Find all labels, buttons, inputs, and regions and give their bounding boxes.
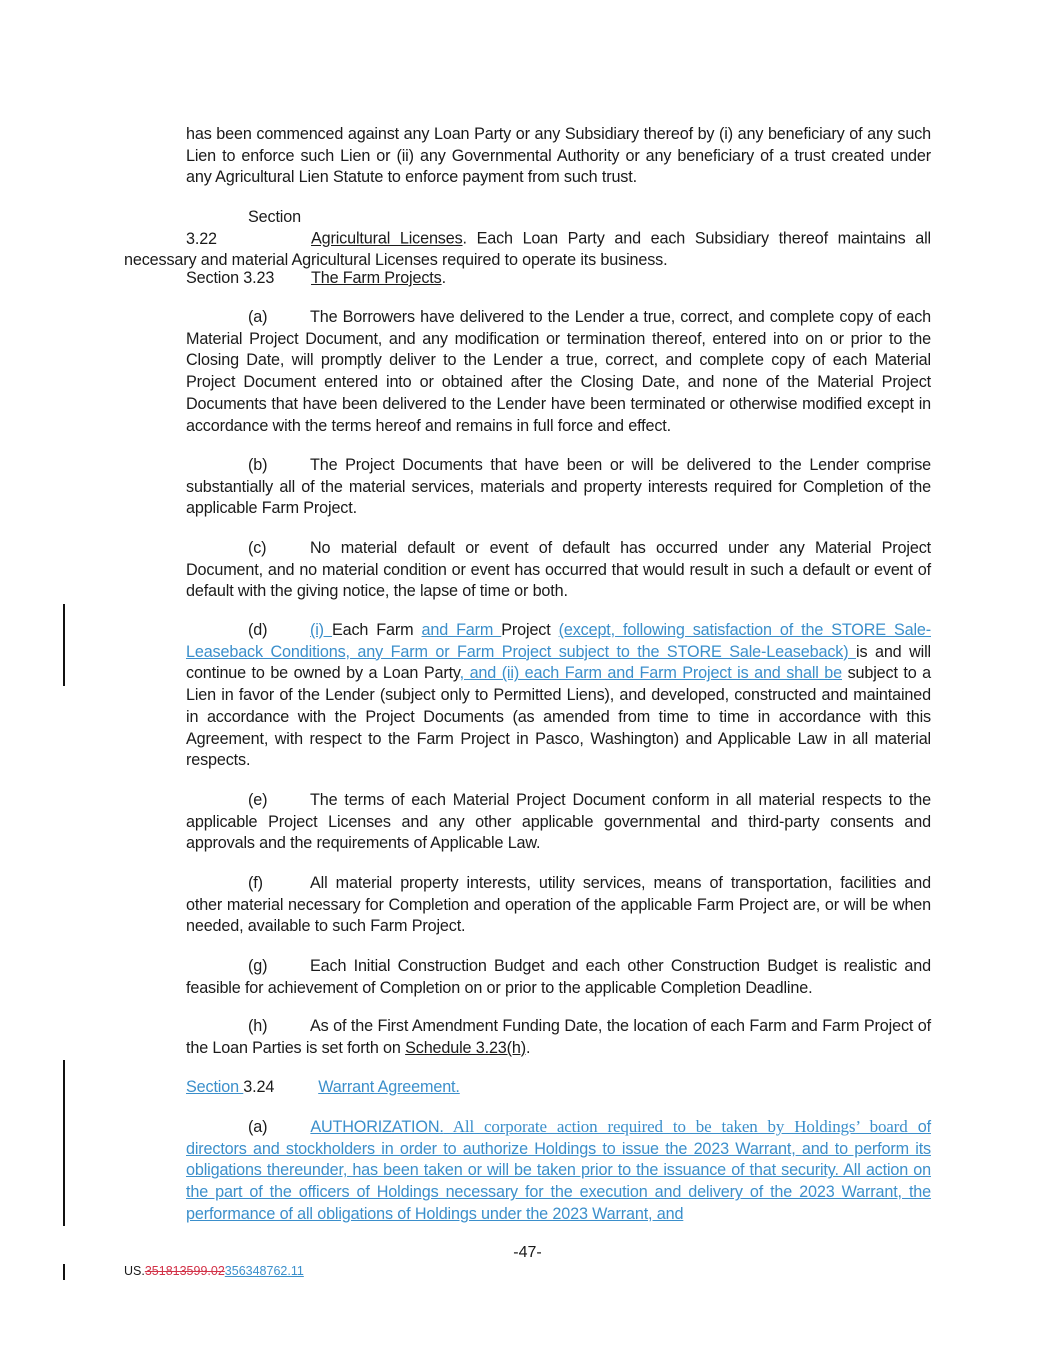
- clause-a: [186, 307, 931, 437]
- section-3-22: [124, 207, 931, 272]
- inserted-text: (except, following satisfaction of the STORE Sale-Leaseback Conditions, any Farm or Farm Project subject to the STORE Sale-Leaseback): [186, 621, 931, 661]
- clause-text: All material property interests, utility services, means of transportation, facilities and other material necessary for Completion and operation of the applicable Farm Project are, or will be when needed, available to such Farm Project.: [186, 874, 931, 936]
- paragraph-text: has been commenced against any Loan Party or any Subsidiary thereof by (i) any beneficiary of any such Lien to enforce such Lien or (ii) any Governmental Authority or any beneficiary of a trust created under any Agricultural Lien Statute to enforce payment from such trust.: [186, 125, 931, 187]
- inserted-text: All corporate action required to be taken by Holdings’ board: [443, 1117, 908, 1136]
- document-id: [124, 1264, 304, 1278]
- clause-text: As of the First Amendment Funding Date, the location of each Farm and Farm Project of the Loan Parties is set forth on: [186, 1017, 931, 1057]
- inserted-text: and Farm: [421, 621, 502, 639]
- title-suffix: .: [441, 269, 446, 287]
- inserted-text: Section: [186, 1078, 244, 1096]
- clause-label: (c): [248, 539, 267, 557]
- clause-label: (h): [248, 1017, 268, 1035]
- clause-text: Each Farm: [331, 621, 422, 639]
- clause-text: Project: [501, 621, 559, 639]
- change-bar: [63, 604, 65, 686]
- section-3-23-heading: [186, 268, 931, 290]
- clause-text: is and will continue to be owned by a Loan Party: [186, 642, 931, 683]
- clause-text: The Borrowers have delivered to the Lender a true, correct, and complete copy of each Material Project Document, and any modification or termination thereof, entered into on or prior to the Closing Date, will promptly deliver to the Lender a true, correct, and complete copy of each Material Project Document entered into or obtained after the Closing Date, and none of the Material Project Documents that have been delivered to the Lender have been terminated or otherwise modified except in accordance with the terms hereof and remains in full force and effect.: [186, 308, 931, 435]
- doc-id-prefix: US.: [124, 1264, 145, 1278]
- clause-g: [186, 956, 931, 999]
- clause-label: (e): [248, 791, 268, 809]
- section-number: 3.24: [243, 1078, 275, 1096]
- clause-h: [186, 1016, 931, 1059]
- clause-label: (d): [248, 621, 268, 639]
- clause-label: (g): [248, 957, 268, 975]
- clause-label: (b): [248, 456, 268, 474]
- inserted-text: , and (ii) each Farm and Farm Project is and shall be: [459, 664, 843, 683]
- clause-heading: AUTHORIZATION.: [310, 1118, 444, 1136]
- clause-text: No material default or event of default has occurred under any Material Project Document, and no material condition or event has occurred that would result in such a default or event of default with the giving notice, the lapse of time or both.: [186, 539, 931, 601]
- clause-c: [186, 538, 931, 603]
- clause-e: [186, 790, 931, 855]
- paragraph-continuation: [186, 124, 931, 189]
- clause-d: [186, 620, 931, 772]
- clause-text: The Project Documents that have been or will be delivered to the Lender comprise substantially all of the material services, materials and property interests required for Completion of the applicable Farm Project.: [186, 456, 931, 518]
- inserted-text: of directors and stockholders in order to authorize Holdings to issue the 2023 Warrant, and to perform its obligations thereunder, has been taken or will be taken prior to the issuance of that security. All action on the part of the officers of Holdings necessary for the execution and delivery of the 2023 Warrant, the performance of all obligations of Holdings under the 2023 Warrant, and: [186, 1118, 931, 1223]
- clause-3-24-a: [186, 1116, 931, 1226]
- section-title: The Farm Projects: [311, 269, 442, 287]
- section-number: Section 3.22: [186, 208, 301, 248]
- clause-suffix: .: [526, 1038, 531, 1057]
- clause-b: [186, 455, 931, 520]
- deleted-doc-id: 351813599.02: [144, 1264, 225, 1278]
- page-number: -47-: [513, 1244, 542, 1261]
- change-bar: [63, 1060, 65, 1226]
- inserted-text: (i): [310, 621, 332, 639]
- clause-label: (a): [248, 308, 268, 326]
- clause-text: The terms of each Material Project Document conform in all material respects to the applicable Project Licenses and any other applicable governmental and third-party consents and approvals and the requirements of Applicable Law.: [186, 791, 931, 853]
- clause-label: (f): [248, 874, 263, 892]
- inserted-doc-id: 356348762.11: [224, 1264, 304, 1278]
- clause-text: subject to a Lien in favor of the Lender (subject only to Permitted Liens), and developed, constructed and maintained in accordance with the Project Documents (as amended from time to time in accordance with this Agreement, with respect to the Farm Project in Pasco, Washington) and Applicable Law in all material respects.: [186, 664, 931, 770]
- clause-text: Each Initial Construction Budget and each other Construction Budget is realistic and feasible for achievement of Completion on or prior to the applicable Completion Deadline.: [186, 957, 931, 997]
- section-number: Section 3.23: [186, 269, 275, 287]
- section-title: Warrant Agreement.: [318, 1078, 460, 1096]
- change-bar: [63, 1264, 65, 1280]
- clause-f: [186, 873, 931, 938]
- section-3-24-heading: [186, 1077, 931, 1099]
- section-title: Agricultural Licenses: [311, 229, 463, 248]
- schedule-reference: Schedule 3.23(h): [405, 1038, 526, 1057]
- clause-label: (a): [248, 1118, 268, 1136]
- section-text: . Each Loan Party and each Subsidiary thereof maintains all necessary and material Agricultural Licenses required to operate its business.: [124, 229, 931, 270]
